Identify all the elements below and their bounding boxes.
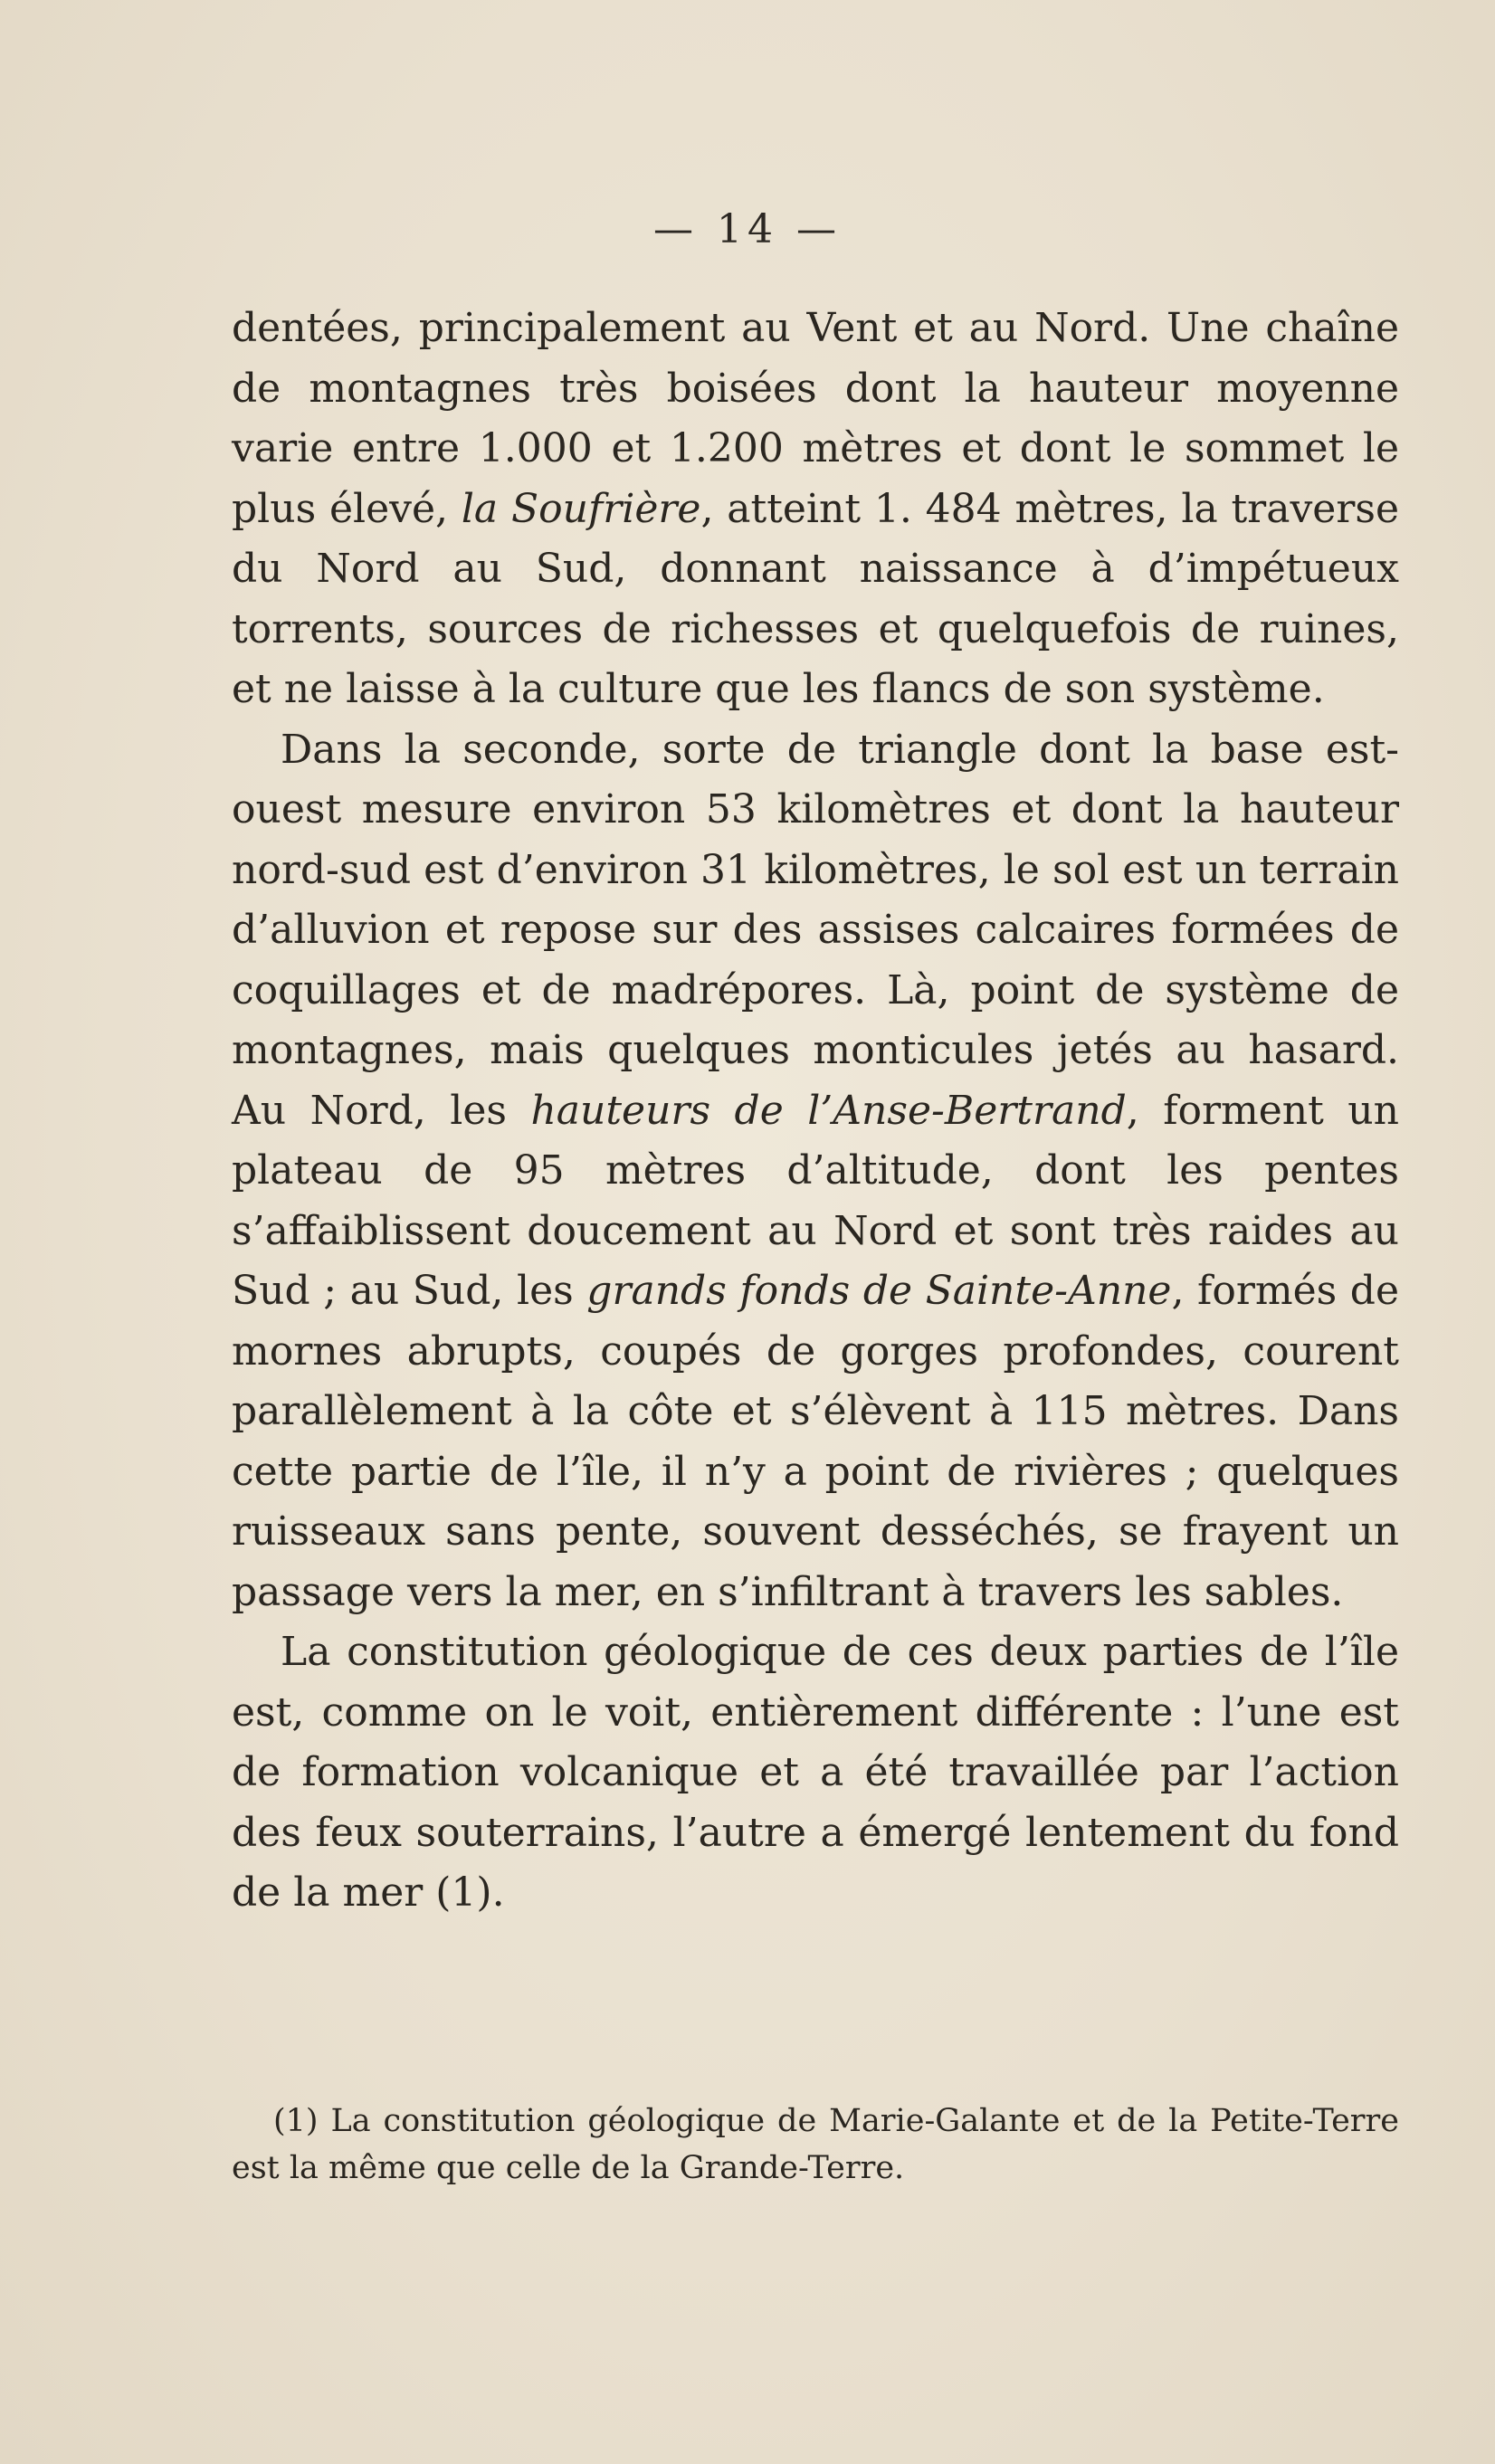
paragraph-3 — [232, 1622, 1399, 1924]
paragraph-2-text-3: , formés de mornes abrupts, coupés de gorges profondes, courent parallèlement à la côte et s’élèvent à 115 mètres. Dans cette partie de l’île, il n’y a point de rivières ; quelques ruisseaux sans pente, souvent desséchés, se frayent un passage vers la mer, en s’infiltrant à travers les sables. — [232, 1268, 1399, 1615]
paragraph-2 — [232, 720, 1399, 1623]
paragraph-3-text-1: La constitution géologique de ces deux parties de l’île est, comme on le voit, entièrement différente : l’une est de formation volcanique et a été travaillée par l’action des feux souterrains, l’autre a émergé lentement du fond de la mer (1). — [232, 1629, 1399, 1916]
paragraph-1 — [232, 299, 1399, 720]
footnote — [232, 2098, 1399, 2192]
footnote-mark: (1) — [273, 2103, 319, 2139]
paragraph-1-text-2: , atteint 1. 484 mètres, la traverse du Nord au Sud, donnant naissance à d’impétueux torrents, sources de richesses et quelquefois de ruines, et ne laisse à la culture que les flancs de son système. — [232, 485, 1399, 712]
body-text — [232, 299, 1399, 1924]
paragraph-2-text-1: Dans la seconde, sorte de triangle dont la base est-ouest mesure environ 53 kilomètres et dont la hauteur nord-sud est d’environ 31 kilomètres, le sol est un terrain d’alluvion et repose sur des assises calcaires formées de coquillages et de madrépores. Là, point de système de montagnes, mais quelques monticules jetés au hasard. Au Nord, les — [232, 726, 1399, 1134]
footnote-text: La constitution géologique de Marie-Galante et de la Petite-Terre est la même que celle de la Grande-Terre. — [232, 2103, 1399, 2186]
place-name-anse-bertrand: hauteurs de l’Anse-Bertrand — [530, 1087, 1127, 1134]
place-name-soufriere: la Soufrière — [461, 485, 701, 532]
paragraph-2-text-2: , forment un plateau de 95 mètres d’altitude, dont les pentes s’affaiblissent doucement au Nord et sont très raides au Sud ; au Sud, les — [232, 1087, 1399, 1314]
page-number: — 14 — — [653, 206, 842, 252]
place-name-sainte-anne: grands fonds de Sainte-Anne — [586, 1268, 1172, 1314]
paragraph-1-text-1: dentées, principalement au Vent et au Nord. Une chaîne de montagnes très boisées dont la hauteur moyenne varie entre 1.000 et 1.200 mètres et dont le sommet le plus élevé, — [232, 305, 1399, 532]
